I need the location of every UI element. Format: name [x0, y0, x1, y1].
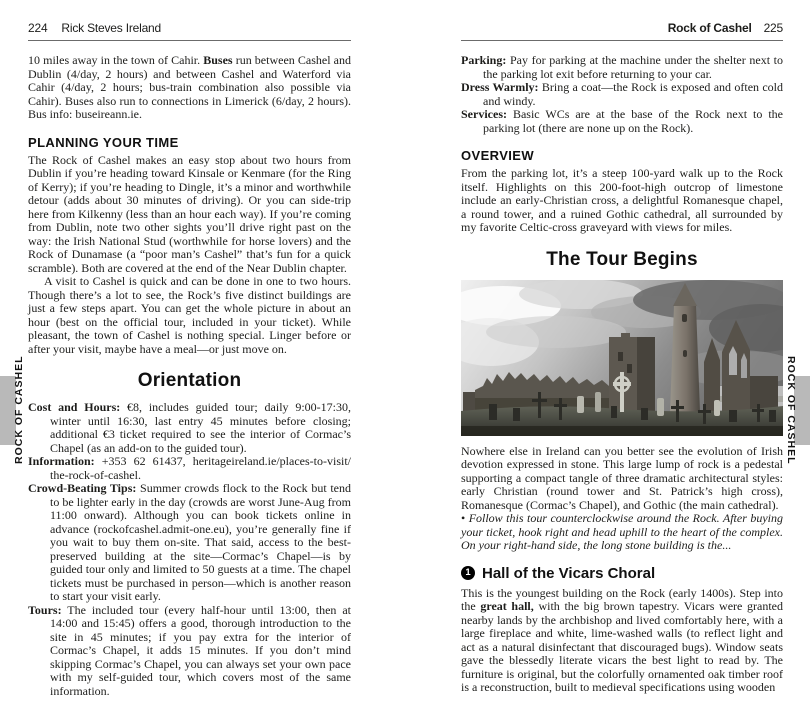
- book-title: Rick Steves Ireland: [61, 21, 161, 35]
- intro-paragraph: 10 miles away in the town of Cahir. Buses run between Cashel and Dublin (4/day, 2 hours) and between Cashel and Waterford via Cahir (4/day, 2 hours; bus-train combination also possible via Cahir). Buses also run to connections in Limerick (6/day, 2 hours). Bus info: buseireann.ie.: [28, 53, 351, 121]
- orientation-item-information: Information: +353 62 61437, heritageireland.ie/places-to-visit/​the-rock-of-cashel.: [28, 454, 351, 482]
- item-services: Services: Basic WCs are at the base of the Rock next to the parking lot (there are none up on the Rock).: [461, 107, 783, 135]
- orientation-item-tours: Tours: The included tour (every half-hour until 13:00, then at 14:00 and 15:45) offers a good, thorough introduction to the site in 45 minutes; if you pay extra for the interior of Cormac’s Chapel, it adds 15 minutes. If you don’t mind skipping Cormac’s Chapel, you can always set your own pace with my self-guided tour, which covers most of the same information.: [28, 602, 351, 698]
- overview-paragraph: From the parking lot, it’s a steep 100-yard walk up to the Rock itself. Highlights on this 200-foot-high outcrop of limestone include an early-Christian cross, a delightful Romanesque chapel, a round tower, and a ruined Gothic cathedral, all surrounded by my favorite Celtic-cross graveyard with views for miles.: [461, 166, 783, 234]
- item-dress-warmly: Dress Warmly: Bring a coat—the Rock is exposed and often cold and windy.: [461, 80, 784, 108]
- orientation-heading: Orientation: [137, 370, 242, 391]
- tour-direction-note: • Follow this tour counterclockwise around the Rock. After buying your ticket, hook right and head uphill to the heart of the complex. On your right-hand side, the long stone building is the...: [461, 511, 783, 552]
- chapter-title: Rock of Cashel: [667, 21, 752, 35]
- item-parking: Parking: Pay for parking at the machine under the shelter next to the parking lot exit before returning to your car.: [461, 53, 783, 81]
- right-page-column: [461, 21, 783, 695]
- planning-heading: PLANNING YOUR TIME: [28, 134, 179, 150]
- stop1-number-badge: 1: [461, 566, 475, 580]
- right-margin-tab-label: ROCK OF CASHEL: [785, 355, 797, 465]
- planning-paragraph-1: The Rock of Cashel makes an easy stop about two hours from Dublin if you’re heading toward Kinsale or Kenmare (for the Ring of Kerry); if you’re heading to Dingle, it’s a minor and worthwhile detour (adds about 30 minutes of driving). Or you can side-trip here from Kilkenny (less than an hour each way). If you’re coming from Dublin, note two other sights you’ll drive right past on the way: the Irish National Stud (worthwhile for horse lovers) and the Rock of Dunamase (a “poor man’s Cashel” that’s fun for a quick scramble). Both are covered at the end of the Near Dublin chapter.: [28, 152, 351, 275]
- planning-paragraph-2: A visit to Cashel is quick and can be done in one to two hours. Though there’s a lot to see, the Rock’s five distinct buildings are just a few steps apart. You can get the whole picture in about an hour (best on the official tour, included in your ticket). While pleasant, the town of Cashel is nothing special. Linger before or after your visit, maybe have a meal—or just move on.: [28, 274, 351, 356]
- left-page-number: 224: [28, 21, 48, 35]
- tour-begins-heading: The Tour Begins: [546, 248, 698, 270]
- right-page-header: [461, 21, 783, 41]
- rock-of-cashel-photo: [461, 280, 783, 436]
- right-page-number: 225: [763, 21, 783, 35]
- left-margin-tab-label: ROCK OF CASHEL: [13, 355, 25, 465]
- stop1-title: Hall of the Vicars Choral: [482, 564, 656, 582]
- left-page-column: [28, 21, 351, 698]
- stop1-heading: [461, 565, 783, 582]
- overview-heading: OVERVIEW: [461, 148, 535, 163]
- tour-paragraph-1: Nowhere else in Ireland can you better see the evolution of Irish devotion expressed in stone. This large lump of rock is a pedestal supporting a compact tangle of three dramatic architectural styles: early Christian (round tower and St. Patrick’s high cross), Romanesque (Cormac’s Chapel), and Gothic (the main cathedral).: [461, 443, 783, 512]
- orientation-item-crowd-tips: Crowd-Beating Tips: Summer crowds flock to the Rock but tend to be lighter early in the day (crowds are worst June-Aug from 11:00 onward). Although you can book tickets online in advance (rockofcashel.admit-one.eu), you’re generally fine if you wait to buy them on-site. That said, access to the best-preserved building at the site—Cormac’s Chapel—is by guided tour only and limited to 50 guests at a time. The chapel tickets must be purchased in person—which is another reason to start your visit early.: [28, 481, 351, 603]
- left-page-header: [28, 21, 351, 41]
- orientation-item-cost-hours: Cost and Hours: €8, includes guided tour; daily 9:00-17:30, winter until 16:30, last entry 45 minutes before closing; additional €3 ticket required to see the interior of Cormac’s Chapel (as an add-on to the guided tour).: [28, 400, 351, 455]
- stop1-paragraph: This is the youngest building on the Rock (early 1400s). Step into the great hall, with the big brown tapestry. Vicars were granted nearby lands by the archbishop and lived comfortably here, with a large fireplace and white, lime-washed walls (to reflect light and act as a natural disinfectant that discouraged bugs). Window seats gave the blessedly literate vicars the best light to read by. The furniture is original, but the colorfully ornamented oak timber roof is a reconstruction, built to medieval specifications using wooden: [461, 585, 783, 694]
